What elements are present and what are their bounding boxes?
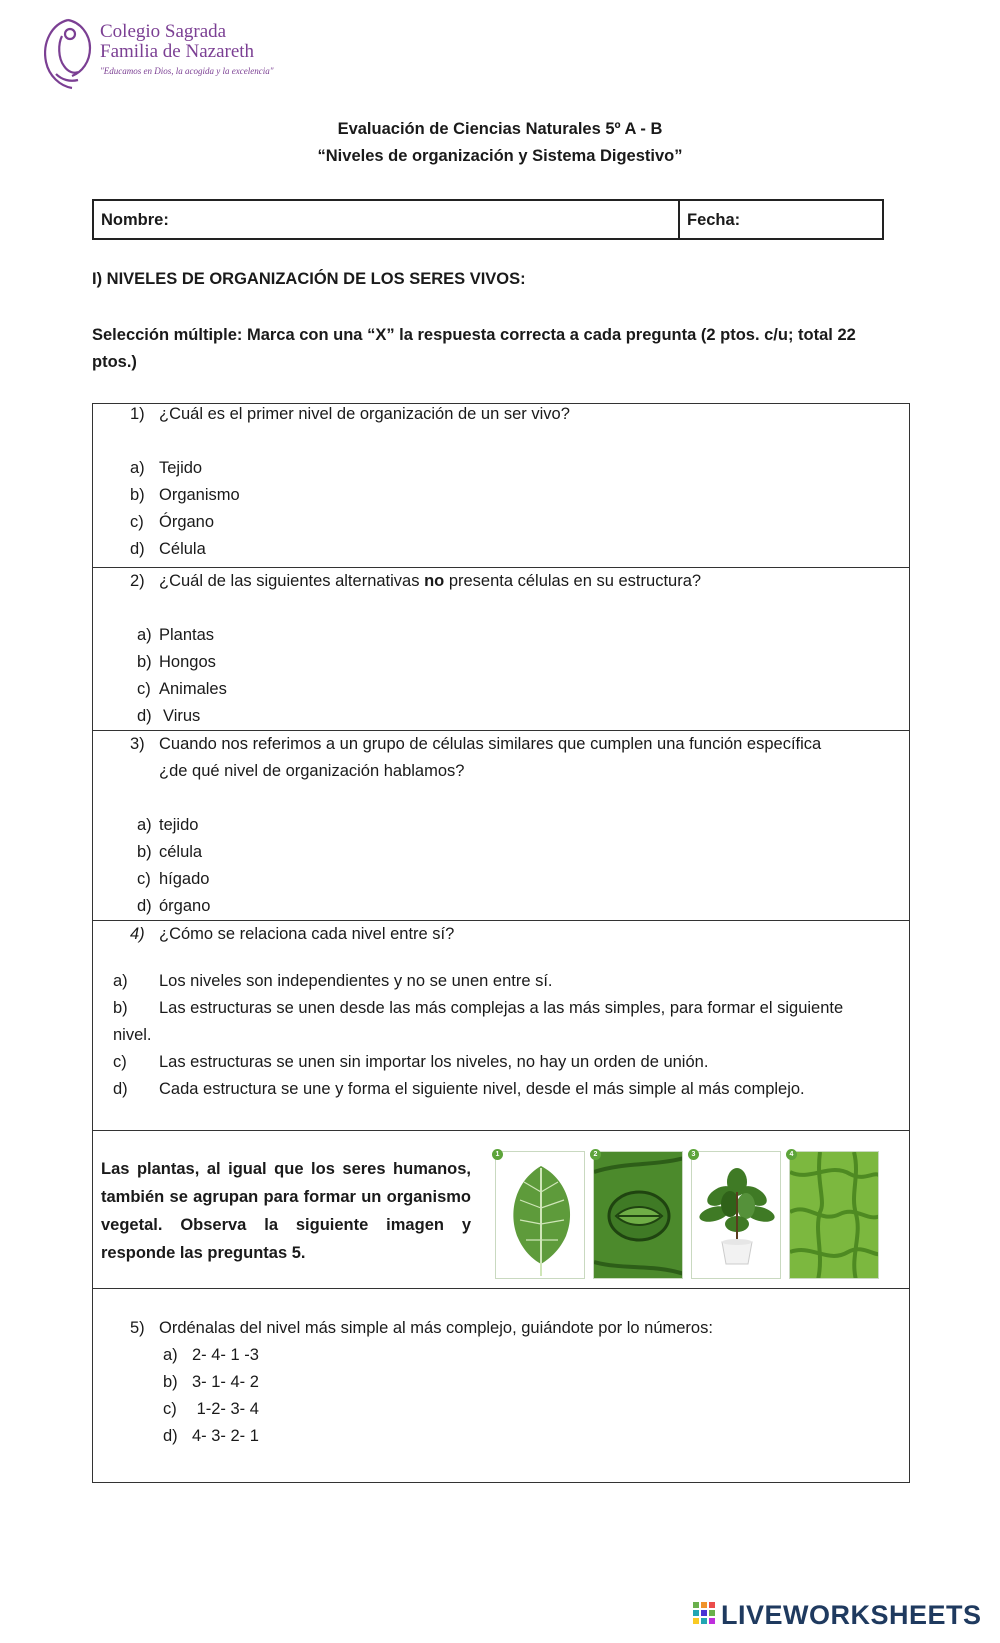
questions-table bbox=[92, 403, 910, 1483]
plant-images bbox=[495, 1151, 887, 1281]
question-prompt-start: ¿Cuál de las siguientes alternativas bbox=[159, 572, 425, 590]
section-instructions: Selección múltiple: Marca con una “X” la respuesta correcta a cada pregunta (2 ptos. c/u; total 22 ptos.) bbox=[92, 326, 856, 371]
option-d[interactable] bbox=[137, 896, 210, 916]
option-c[interactable] bbox=[113, 1052, 708, 1072]
question-3 bbox=[93, 731, 909, 921]
option-c[interactable] bbox=[163, 1399, 259, 1419]
image-badge-2: 2 bbox=[590, 1149, 601, 1160]
potted-plant-image bbox=[691, 1151, 781, 1279]
brand-name: LIVEWORKSHEETS bbox=[721, 1599, 982, 1630]
option-letter: d) bbox=[130, 540, 145, 558]
question-prompt: ¿Cuál es el primer nivel de organización de un ser vivo? bbox=[159, 405, 570, 423]
option-letter: b) bbox=[130, 486, 145, 504]
question-number: 1) bbox=[130, 405, 145, 423]
option-b[interactable] bbox=[130, 485, 240, 505]
option-b[interactable] bbox=[113, 998, 843, 1018]
question-prompt: ¿Cómo se relaciona cada nivel entre sí? bbox=[159, 925, 455, 943]
option-text: Órgano bbox=[159, 513, 215, 531]
option-letter: a) bbox=[130, 459, 145, 477]
option-a[interactable] bbox=[163, 1345, 259, 1365]
question-prompt: Cuando nos referimos a un grupo de células similares que cumplen una función específica bbox=[159, 735, 822, 753]
option-c[interactable] bbox=[137, 869, 209, 889]
option-c[interactable] bbox=[130, 512, 214, 532]
question-text bbox=[130, 404, 570, 424]
option-b-continuation: nivel. bbox=[113, 1026, 152, 1044]
option-c[interactable] bbox=[137, 679, 227, 699]
option-a[interactable] bbox=[137, 815, 198, 835]
option-letter: c) bbox=[137, 680, 151, 698]
option-b[interactable] bbox=[137, 652, 216, 672]
question-1 bbox=[93, 404, 909, 568]
option-letter: c) bbox=[137, 870, 151, 888]
question-prompt-emphasis: no bbox=[424, 572, 445, 590]
option-d[interactable] bbox=[137, 706, 200, 726]
option-letter: b) bbox=[137, 843, 152, 861]
question-prompt: Ordénalas del nivel más simple al más complejo, guiándote por lo números: bbox=[159, 1319, 713, 1337]
option-letter: a) bbox=[163, 1346, 178, 1364]
school-name-line1: Colegio Sagrada bbox=[100, 21, 227, 42]
option-text: Tejido bbox=[159, 459, 203, 477]
option-letter: d) bbox=[163, 1427, 178, 1445]
question-number: 5) bbox=[130, 1319, 145, 1337]
option-letter: c) bbox=[130, 513, 144, 531]
leaf-image bbox=[495, 1151, 585, 1279]
question-text-line1 bbox=[130, 734, 821, 754]
option-text: Las estructuras se unen sin importar los niveles, no hay un orden de unión. bbox=[159, 1053, 709, 1071]
title-line1: Evaluación de Ciencias Naturales 5º A - B bbox=[337, 120, 663, 138]
option-letter: a) bbox=[137, 816, 152, 834]
school-name bbox=[100, 22, 254, 62]
liveworksheets-brand bbox=[693, 1598, 982, 1632]
option-text: 1-2- 3- 4 bbox=[192, 1400, 259, 1418]
option-b[interactable] bbox=[163, 1372, 259, 1392]
option-text: Las estructuras se unen desde las más complejas a las más simples, para formar el siguiente bbox=[159, 999, 844, 1017]
option-text: Virus bbox=[163, 707, 201, 725]
option-text: Hongos bbox=[159, 653, 216, 671]
question-text-line2: ¿de qué nivel de organización hablamos? bbox=[159, 762, 465, 780]
leaf-icon bbox=[496, 1152, 585, 1279]
option-letter: b) bbox=[163, 1373, 178, 1391]
option-text: 3- 1- 4- 2 bbox=[192, 1373, 259, 1391]
option-b[interactable] bbox=[137, 842, 202, 862]
holy-family-logo-icon bbox=[38, 14, 98, 92]
option-letter: c) bbox=[163, 1400, 177, 1418]
option-letter: b) bbox=[113, 999, 128, 1017]
school-motto: "Educamos en Dios, la acogida y la excelencia" bbox=[100, 66, 274, 76]
cell-image bbox=[593, 1151, 683, 1279]
image-badge-4: 4 bbox=[786, 1149, 797, 1160]
question-text bbox=[130, 571, 701, 591]
liveworksheets-logo-icon bbox=[693, 1602, 717, 1628]
option-letter: d) bbox=[137, 707, 152, 725]
option-letter: a) bbox=[113, 972, 128, 990]
option-letter: a) bbox=[137, 626, 152, 644]
potted-plant-icon bbox=[692, 1152, 781, 1279]
cell-icon bbox=[594, 1152, 683, 1279]
question-5 bbox=[93, 1289, 909, 1481]
option-text: Cada estructura se une y forma el siguiente nivel, desde el más simple al más complejo. bbox=[159, 1080, 805, 1098]
option-text: Los niveles son independientes y no se unen entre sí. bbox=[159, 972, 553, 990]
option-d[interactable] bbox=[130, 539, 206, 559]
image-badge-1: 1 bbox=[492, 1149, 503, 1160]
option-text: tejido bbox=[159, 816, 199, 834]
option-text: Célula bbox=[159, 540, 206, 558]
name-field[interactable]: Nombre: bbox=[94, 201, 680, 238]
question-number: 2) bbox=[130, 572, 145, 590]
image-badge-3: 3 bbox=[688, 1149, 699, 1160]
option-d[interactable] bbox=[163, 1426, 259, 1446]
school-name-line2: Familia de Nazareth bbox=[100, 41, 255, 62]
question-number: 4) bbox=[130, 925, 145, 943]
section-title: I) NIVELES DE ORGANIZACIÓN DE LOS SERES VIVOS: bbox=[92, 270, 526, 288]
option-text: Animales bbox=[159, 680, 227, 698]
option-letter: d) bbox=[113, 1080, 128, 1098]
tissue-image bbox=[789, 1151, 879, 1279]
question-text bbox=[130, 924, 454, 944]
tissue-icon bbox=[790, 1152, 879, 1279]
student-info-box bbox=[92, 199, 884, 240]
option-text: Organismo bbox=[159, 486, 240, 504]
option-text: hígado bbox=[159, 870, 210, 888]
question-text bbox=[130, 1318, 713, 1338]
option-text: 2- 4- 1 -3 bbox=[192, 1346, 259, 1364]
option-text: 4- 3- 2- 1 bbox=[192, 1427, 259, 1445]
plant-instructions: Las plantas, al igual que los seres humanos, también se agrupan para formar un organismo vegetal. Observa la siguiente imagen y responde las preguntas 5. bbox=[101, 1160, 471, 1262]
option-letter: b) bbox=[137, 653, 152, 671]
option-a[interactable] bbox=[130, 458, 202, 478]
page-title bbox=[0, 116, 1000, 170]
question-prompt-end: presenta células en su estructura? bbox=[444, 572, 702, 590]
question-4 bbox=[93, 921, 909, 1131]
option-letter: c) bbox=[113, 1053, 127, 1071]
title-line2: “Niveles de organización y Sistema Digestivo” bbox=[317, 147, 683, 165]
question-number: 3) bbox=[130, 735, 145, 753]
option-text: órgano bbox=[159, 897, 211, 915]
question-2 bbox=[93, 568, 909, 731]
option-a[interactable] bbox=[137, 625, 214, 645]
option-d[interactable] bbox=[113, 1079, 805, 1099]
date-field[interactable]: Fecha: bbox=[687, 211, 741, 229]
school-logo bbox=[38, 14, 278, 94]
option-a[interactable] bbox=[113, 971, 553, 991]
option-text: Plantas bbox=[159, 626, 215, 644]
plant-observation-block bbox=[93, 1131, 909, 1289]
option-text: célula bbox=[159, 843, 203, 861]
option-letter: d) bbox=[137, 897, 152, 915]
